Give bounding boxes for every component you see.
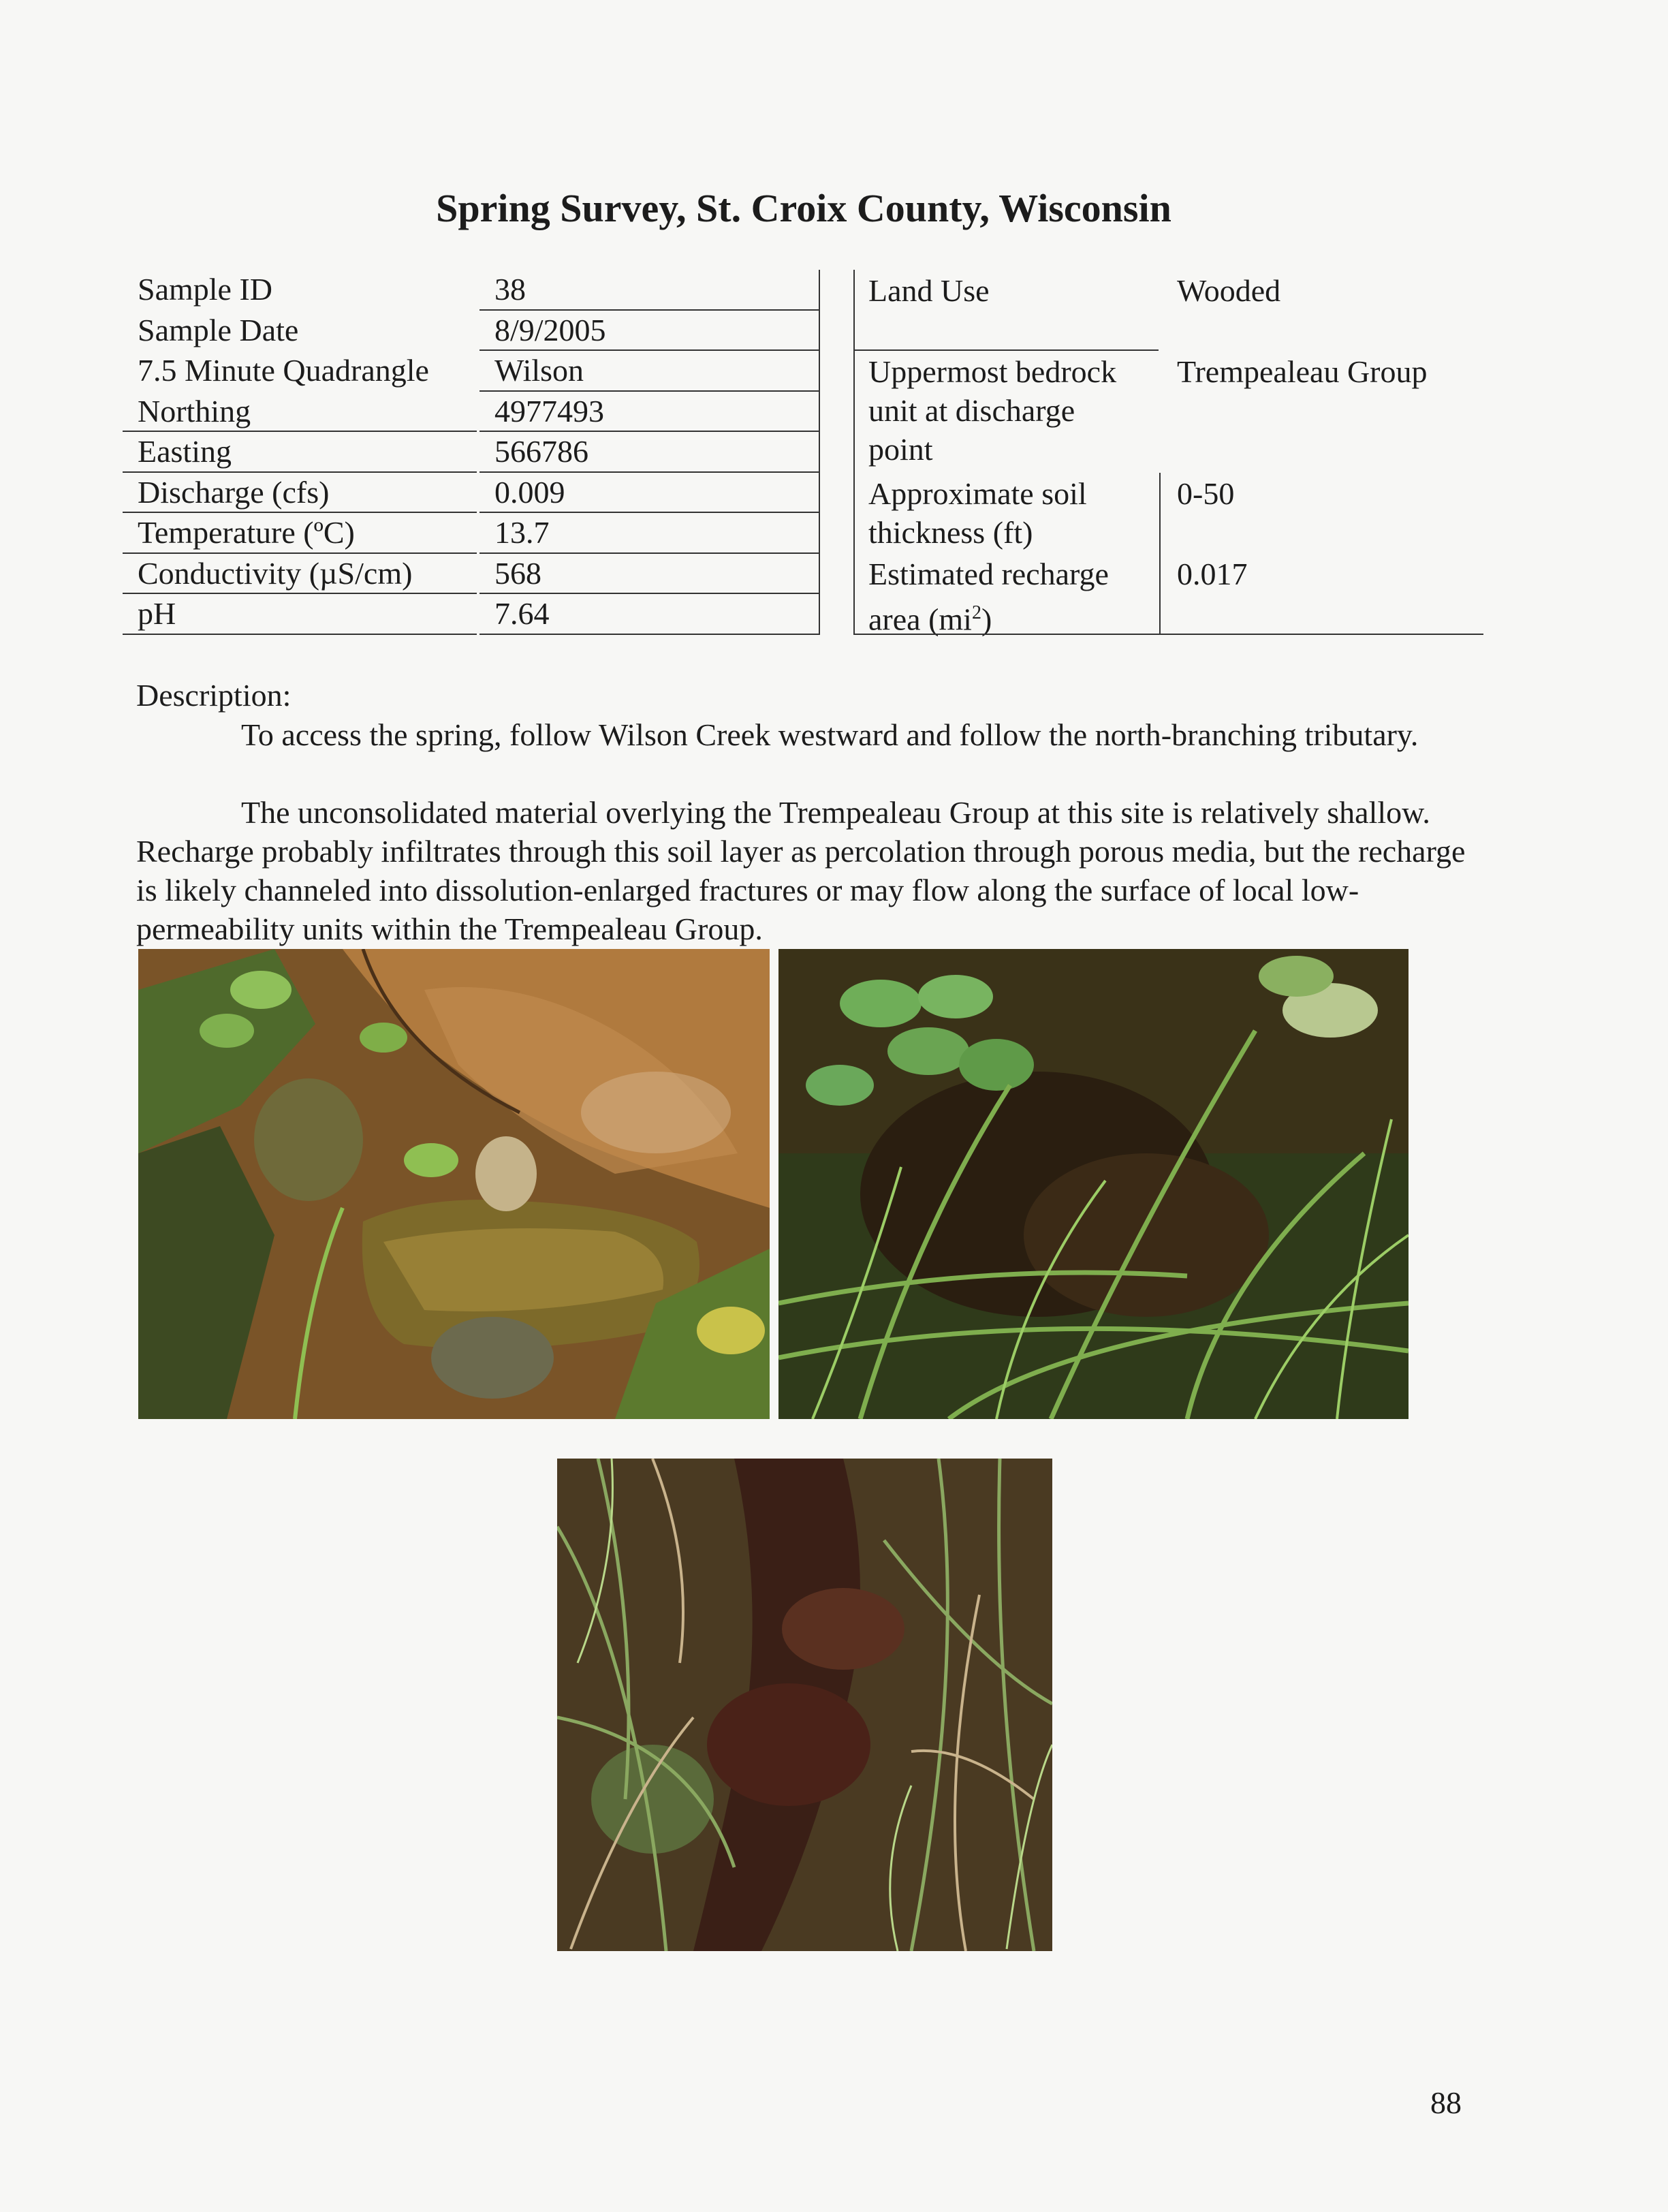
bedrock-value: Trempealeau Group	[1177, 354, 1428, 389]
site-data-table	[123, 270, 819, 635]
table-row	[123, 554, 819, 595]
recharge-label: Estimated recharge area $(mi^2)$	[868, 557, 1109, 637]
row-value: Wilson	[494, 353, 584, 388]
row-label: Temperature (ºC)	[138, 515, 355, 550]
row-label: Conductivity (µS/cm)	[138, 555, 413, 591]
row-value: 38	[494, 272, 526, 307]
table-row	[123, 432, 819, 473]
page-title: Spring Survey, St. Croix County, Wisconsin	[436, 186, 1171, 230]
table-row	[123, 351, 819, 392]
recharge-value: 0.017	[1177, 557, 1248, 591]
row-value: 8/9/2005	[494, 312, 606, 347]
row-value: 4977493	[494, 393, 604, 429]
spring-photo-vegetation	[778, 949, 1409, 1419]
table-row	[123, 594, 819, 635]
table-row	[123, 513, 819, 554]
description-paragraph: The unconsolidated material overlying the Trempealeau Group at this site is relatively shallow. Recharge probably infiltrates through this soil layer as percolation through porous media, but the recharge is likely channeled into dissolution-enlarged fractures or may flow along the surface of local low-permeability units within the Trempealeau Group.	[136, 795, 1466, 946]
row-value: 13.7	[494, 515, 550, 550]
row-label: Sample ID	[138, 272, 273, 307]
row-value: 7.64	[494, 596, 550, 631]
land-use-value: Wooded	[1177, 273, 1281, 308]
page-number: 88	[1430, 2085, 1462, 2120]
description-label: Description:	[136, 678, 292, 713]
geology-data-table	[853, 270, 1483, 635]
land-use-label: Land Use	[868, 273, 990, 308]
table-row	[123, 311, 819, 352]
spring-photo-rocks	[138, 949, 770, 1419]
row-label: Discharge (cfs)	[138, 474, 330, 510]
soil-value: 0-50	[1177, 476, 1235, 511]
table-divider	[819, 270, 820, 635]
row-label: Northing	[138, 393, 251, 429]
row-label: Easting	[138, 434, 232, 469]
row-value: 568	[494, 555, 541, 591]
soil-label: Approximate soil thickness (ft)	[868, 476, 1087, 550]
bedrock-label: Uppermost bedrock unit at discharge point	[868, 354, 1117, 467]
row-label: Sample Date	[138, 312, 299, 347]
row-label: pH	[138, 596, 176, 631]
spring-photo-stream	[557, 1459, 1052, 1951]
table-row	[123, 392, 819, 433]
table-row	[123, 473, 819, 514]
row-label: 7.5 Minute Quadrangle	[138, 353, 429, 388]
row-value: 0.009	[494, 474, 565, 510]
table-row	[123, 270, 819, 311]
row-value: 566786	[494, 434, 588, 469]
description-paragraph: To access the spring, follow Wilson Creek westward and follow the north-branching tributary.	[241, 717, 1419, 752]
